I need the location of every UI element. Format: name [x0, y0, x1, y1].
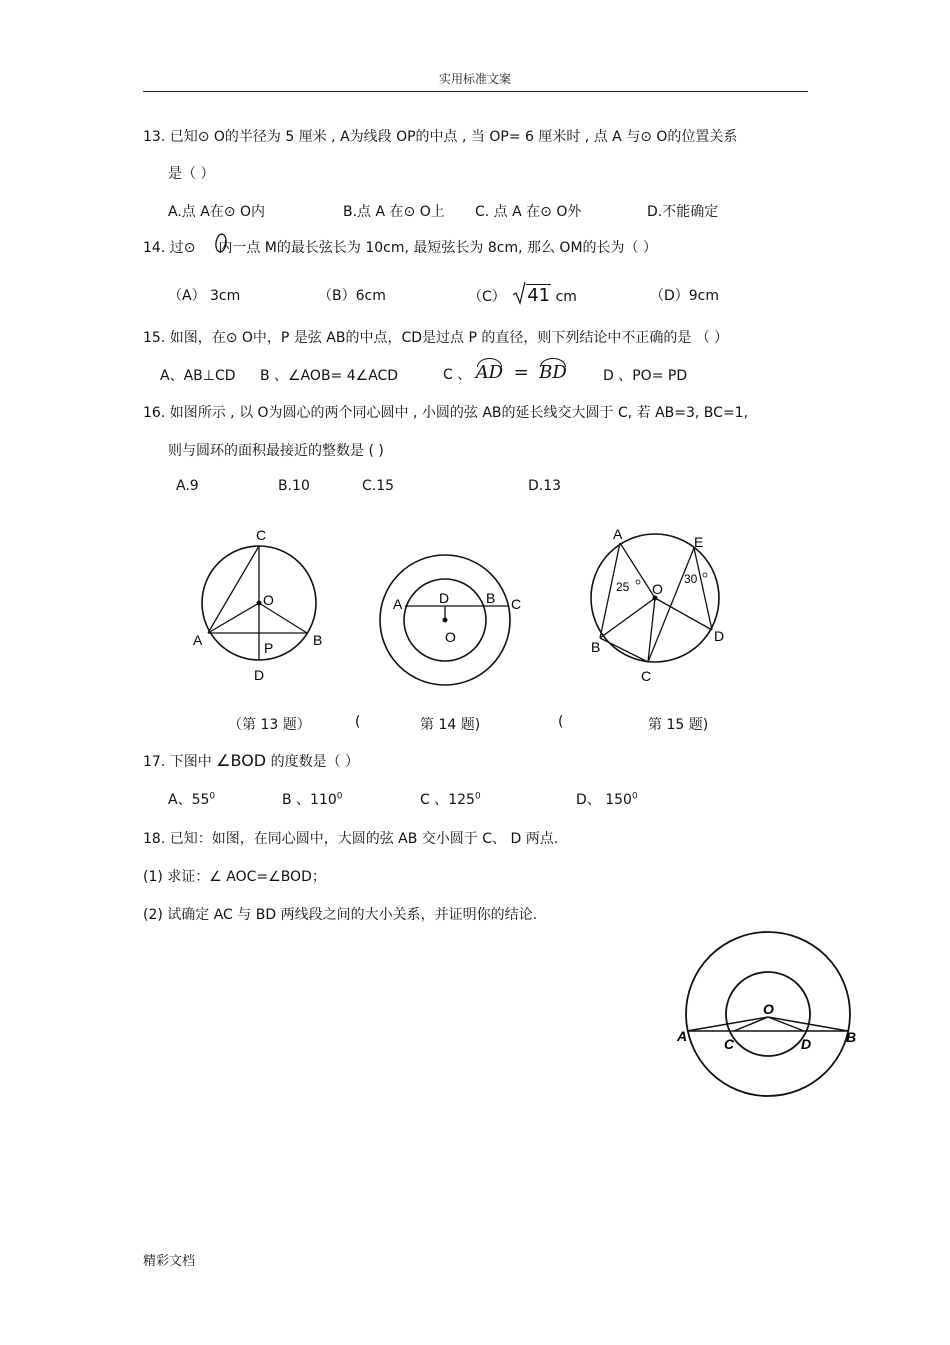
fig13-label-d: D [254, 667, 265, 683]
fig18-label-o: O [763, 1001, 774, 1017]
q17-option-d [576, 789, 638, 809]
fig13-center-dot [257, 601, 262, 606]
q17-stem [143, 751, 359, 771]
header-divider [143, 91, 808, 92]
q14-option-b: （B）6cm [318, 288, 386, 304]
q15-option-a: A、AB⊥CD [160, 368, 236, 384]
fig15-label-e: E [694, 534, 704, 550]
figure-13 [185, 520, 335, 690]
q14-option-c-unit: cm [555, 289, 577, 305]
fig18-label-c: C [724, 1036, 735, 1052]
fig15-caption-paren: ( [558, 714, 564, 730]
fig15-label-c: C [641, 668, 652, 684]
q18-stem: 18. 已知：如图，在同心圆中，大圆的弦 AB 交小圆于 C、 D 两点. [143, 831, 559, 847]
q17-option-c-text: C 、125 [420, 792, 475, 808]
fig15-label-o: O [652, 581, 663, 597]
q14-option-a: （A） 3cm [168, 288, 241, 304]
q14-option-c-label: （C） [468, 289, 506, 305]
q17-option-b [282, 789, 343, 809]
q17-option-d-text: D、 150 [576, 792, 632, 808]
fig15-caption: 第 15 题) [648, 717, 709, 733]
figure-15 [580, 520, 740, 690]
fig13-label-o: O [263, 592, 274, 608]
q13-option-c: C. 点 A 在⊙ O外 [475, 204, 582, 220]
q17-option-a [168, 789, 215, 809]
q17-stem-pre: 17. 下图中 [143, 754, 217, 770]
fig13-label-p: P [264, 640, 274, 656]
fig15-label-d: D [714, 628, 725, 644]
q15-option-d: D 、PO= PD [603, 368, 688, 384]
fig18-label-d: D [801, 1036, 812, 1052]
q17-option-b-text: B 、110 [282, 792, 337, 808]
fig15-segment-bc [600, 638, 648, 662]
fig13-label-b: B [313, 632, 323, 648]
figure-18 [672, 928, 864, 1103]
q14-stem-pre: 14. 过⊙ [143, 240, 196, 256]
fig14-label-d: D [439, 590, 450, 606]
fig15-label-b: B [591, 639, 601, 655]
fig13-segment-oa [208, 603, 259, 633]
fig15-segment-ed [694, 548, 712, 630]
fig15-label-a: A [613, 526, 623, 542]
fig18-segment-oc [734, 1017, 768, 1031]
page-header: 实用标准文案 [438, 72, 511, 86]
fig15-angle-30: 30 [684, 572, 698, 586]
fig18-label-b: B [846, 1029, 857, 1045]
arc-equals: = [513, 362, 529, 383]
circle-o-symbol [200, 236, 214, 257]
fig13-label-c: C [256, 527, 267, 543]
q17-option-a-text: A、55 [168, 792, 210, 808]
fig13-caption: （第 13 题） [228, 717, 311, 733]
fig14-label-b: B [486, 590, 496, 606]
fig13-segment-ca [208, 546, 259, 633]
q16-option-a: A.9 [176, 478, 199, 494]
degree-mark: 0 [209, 791, 216, 802]
q16-option-b: B.10 [278, 478, 310, 494]
q14-option-d: （D）9cm [650, 288, 720, 304]
q13-stem-cont: 是（ ） [168, 166, 215, 182]
q13-option-a: A.点 A在⊙ O内 [168, 204, 266, 220]
page-footer: 精彩文档 [143, 1254, 196, 1269]
q17-angle: ∠BOD [216, 751, 267, 770]
fig15-angle-25: 25 [616, 580, 630, 594]
fig14-label-c: C [511, 596, 522, 612]
q16-option-c: C.15 [362, 478, 395, 494]
fig15-degree-mark-25 [636, 580, 640, 584]
fig14-caption: 第 14 题) [420, 717, 481, 733]
fig18-label-a: A [677, 1028, 688, 1044]
degree-mark: 0 [336, 791, 343, 802]
sqrt-expression [514, 285, 551, 306]
fig15-segment-ce [648, 548, 694, 662]
q16-stem: 16. 如图所示 , 以 O为圆心的两个同心圆中 , 小圆的弦 AB的延长线交大圆于 C, 若 AB=3, BC=1, [143, 405, 749, 421]
degree-mark: 0 [474, 791, 481, 802]
fig18-segment-od [768, 1017, 804, 1031]
fig14-label-a: A [393, 596, 403, 612]
q15-stem: 15. 如图，在⊙ O中，P 是弦 AB的中点，CD是过点 P 的直径，则下列结论中不正确的是 （ ） [143, 330, 729, 346]
q14-option-c [468, 285, 577, 306]
fig13-label-a: A [193, 632, 203, 648]
degree-mark: 0 [631, 791, 638, 802]
arc-ad: AD [475, 362, 504, 383]
q13-option-b: B.点 A 在⊙ O上 [343, 204, 445, 220]
q15-option-c [443, 362, 567, 384]
q13-stem: 13. 已知⊙ O的半径为 5 厘米 , A为线段 OP的中点 , 当 OP= 6 厘米时 , 点 A 与⊙ O的位置关系 [143, 129, 738, 145]
sqrt-radicand: 41 [527, 285, 551, 306]
q18-part-2: (2) 试确定 AC 与 BD 两线段之间的大小关系，并证明你的结论. [143, 907, 538, 923]
figure-14 [375, 552, 525, 692]
q13-option-d: D.不能确定 [647, 204, 719, 220]
q17-stem-post: 的度数是（ ） [270, 754, 360, 770]
q15-option-b: B 、∠AOB= 4∠ACD [260, 368, 399, 384]
fig14-caption-paren: ( [355, 714, 361, 730]
arc-bd: BD [539, 362, 567, 383]
fig14-label-o: O [445, 629, 456, 645]
fig18-segment-oa [687, 1017, 768, 1031]
script-o-glyph [213, 231, 229, 255]
q16-option-d: D.13 [528, 478, 562, 494]
q16-stem-cont: 则与圆环的面积最接近的整数是 ( ) [168, 443, 384, 459]
q17-option-c [420, 789, 481, 809]
fig15-degree-mark-30 [703, 573, 707, 577]
radical-sign-icon [512, 281, 526, 305]
q15-option-c-label: C 、 [443, 367, 472, 383]
q18-part-1: (1) 求证：∠ AOC=∠BOD； [143, 869, 326, 885]
q14-stem-post: 内一点 M的最长弦长为 10cm, 最短弦长为 8cm, 那么 OM的长为（ ） [218, 240, 657, 256]
fig15-segment-bo [600, 598, 655, 638]
fig14-center-dot [443, 618, 448, 623]
